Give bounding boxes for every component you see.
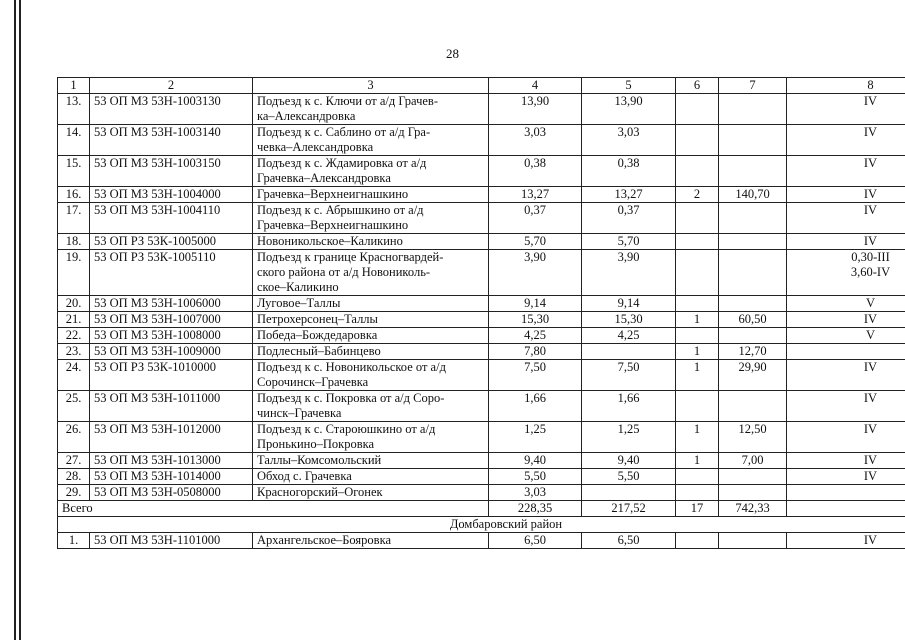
row-number: 23. <box>58 344 90 360</box>
road-name <box>253 234 489 250</box>
length-paved: 13,90 <box>582 94 676 125</box>
bridge-count <box>676 533 719 549</box>
road-name-line: Грачевка–Верхнеигнашкино <box>257 187 409 201</box>
road-name-line: Петрохерсонец–Таллы <box>257 312 378 326</box>
road-id: 53 ОП МЗ 53Н-1013000 <box>90 453 253 469</box>
length-paved: 9,40 <box>582 453 676 469</box>
road-name-line: Подъезд к с. Саблино от а/д Гра- <box>257 125 431 139</box>
row-number: 1. <box>58 533 90 549</box>
road-name <box>253 453 489 469</box>
road-name-line: Грачевка–Александровка <box>257 171 391 185</box>
road-id: 53 ОП МЗ 53Н-1011000 <box>90 391 253 422</box>
district-heading: Домбаровский район <box>58 517 905 533</box>
road-name-line: ка–Александровка <box>257 109 356 123</box>
length-paved <box>582 485 676 501</box>
bridge-length: 12,70 <box>719 344 787 360</box>
road-category <box>787 344 905 360</box>
road-name-line: Сорочинск–Грачевка <box>257 375 369 389</box>
table-row <box>58 94 905 125</box>
length-total: 1,66 <box>489 391 582 422</box>
row-number: 22. <box>58 328 90 344</box>
road-id: 53 ОП МЗ 53Н-1009000 <box>90 344 253 360</box>
bridge-length <box>719 203 787 234</box>
road-name-line: Красногорский–Огонек <box>257 485 383 499</box>
table-row <box>58 533 905 549</box>
road-id: 53 ОП РЗ 53К-1010000 <box>90 360 253 391</box>
bridge-count: 1 <box>676 422 719 453</box>
road-id: 53 ОП МЗ 53Н-1004110 <box>90 203 253 234</box>
road-id: 53 ОП МЗ 53Н-1008000 <box>90 328 253 344</box>
road-category <box>787 156 905 187</box>
road-category-line: IV <box>863 125 878 139</box>
road-category <box>787 125 905 156</box>
bridge-length: 140,70 <box>719 187 787 203</box>
length-paved: 0,37 <box>582 203 676 234</box>
row-number: 21. <box>58 312 90 328</box>
road-name <box>253 250 489 296</box>
road-name-line: Обход с. Грачевка <box>257 469 352 483</box>
road-name <box>253 328 489 344</box>
road-category <box>787 485 905 501</box>
road-name <box>253 125 489 156</box>
row-number: 27. <box>58 453 90 469</box>
table-row <box>58 203 905 234</box>
road-name-line: Луговое–Таллы <box>257 296 341 310</box>
total-paved: 217,52 <box>582 501 676 517</box>
bridge-length <box>719 485 787 501</box>
road-name-line: Архангельское–Бояровка <box>257 533 392 547</box>
bridge-count: 1 <box>676 360 719 391</box>
length-total: 13,90 <box>489 94 582 125</box>
table-row <box>58 453 905 469</box>
road-category <box>787 250 905 296</box>
header-cell: 3 <box>253 78 489 94</box>
road-category <box>787 312 905 328</box>
bridge-length <box>719 391 787 422</box>
length-paved <box>582 344 676 360</box>
row-number: 16. <box>58 187 90 203</box>
road-category <box>787 533 905 549</box>
road-id: 53 ОП МЗ 53Н-1012000 <box>90 422 253 453</box>
road-category-line: IV <box>863 94 878 108</box>
road-name-line: Подлесный–Бабинцево <box>257 344 381 358</box>
table-row <box>58 485 905 501</box>
table-row <box>58 250 905 296</box>
road-name <box>253 360 489 391</box>
road-name-line: Новоникольское–Каликино <box>257 234 403 248</box>
table-row <box>58 360 905 391</box>
header-row <box>58 78 905 94</box>
road-category-line: IV <box>863 533 878 547</box>
road-category <box>787 453 905 469</box>
road-name <box>253 296 489 312</box>
road-name-line: ское–Каликино <box>257 280 339 294</box>
table-row <box>58 296 905 312</box>
road-name <box>253 391 489 422</box>
road-name-line: ского района от а/д Новониколь- <box>257 265 431 279</box>
road-name <box>253 94 489 125</box>
road-name-line: Подъезд к с. Новоникольское от а/д <box>257 360 446 374</box>
length-paved: 9,14 <box>582 296 676 312</box>
row-number: 13. <box>58 94 90 125</box>
length-total: 4,25 <box>489 328 582 344</box>
roads-table <box>57 77 905 549</box>
length-paved: 5,70 <box>582 234 676 250</box>
table-row <box>58 422 905 453</box>
road-id: 53 ОП МЗ 53Н-1007000 <box>90 312 253 328</box>
length-paved: 5,50 <box>582 469 676 485</box>
row-number: 25. <box>58 391 90 422</box>
header-cell: 7 <box>719 78 787 94</box>
road-name-line: Подъезд к с. Ключи от а/д Грачев- <box>257 94 438 108</box>
header-cell: 2 <box>90 78 253 94</box>
road-category-line: 3,60-IV <box>850 265 891 279</box>
road-name <box>253 203 489 234</box>
length-total: 7,80 <box>489 344 582 360</box>
bridge-count: 1 <box>676 453 719 469</box>
total-bridge-length: 742,33 <box>719 501 787 517</box>
road-id: 53 ОП МЗ 53Н-1101000 <box>90 533 253 549</box>
road-category-line: IV <box>863 469 878 483</box>
bridge-length <box>719 94 787 125</box>
road-category-line: IV <box>863 312 878 326</box>
table-row <box>58 187 905 203</box>
road-name-line: Пронькино–Покровка <box>257 437 375 451</box>
bridge-length <box>719 469 787 485</box>
table-row <box>58 469 905 485</box>
length-total: 9,40 <box>489 453 582 469</box>
road-name <box>253 485 489 501</box>
road-category <box>787 360 905 391</box>
road-name <box>253 312 489 328</box>
length-total: 5,50 <box>489 469 582 485</box>
length-total: 1,25 <box>489 422 582 453</box>
bridge-count <box>676 125 719 156</box>
length-total: 6,50 <box>489 533 582 549</box>
table-row <box>58 125 905 156</box>
header-cell: 4 <box>489 78 582 94</box>
road-category <box>787 328 905 344</box>
table-row <box>58 344 905 360</box>
road-name-line: Грачевка–Верхнеигнашкино <box>257 218 409 232</box>
road-name-line: Подъезд к с. Староюшкино от а/д <box>257 422 436 436</box>
table-body <box>58 78 905 549</box>
road-name <box>253 469 489 485</box>
road-name <box>253 422 489 453</box>
road-category-line: V <box>865 328 876 342</box>
header-cell: 1 <box>58 78 90 94</box>
row-number: 18. <box>58 234 90 250</box>
road-category-line: 0,30-III <box>851 250 890 264</box>
row-number: 24. <box>58 360 90 391</box>
length-paved: 7,50 <box>582 360 676 391</box>
row-number: 20. <box>58 296 90 312</box>
bridge-count <box>676 296 719 312</box>
row-number: 26. <box>58 422 90 453</box>
bridge-length: 60,50 <box>719 312 787 328</box>
road-id: 53 ОП МЗ 53Н-1006000 <box>90 296 253 312</box>
bridge-count: 1 <box>676 344 719 360</box>
length-paved: 4,25 <box>582 328 676 344</box>
length-total: 3,03 <box>489 485 582 501</box>
road-category <box>787 203 905 234</box>
length-paved: 6,50 <box>582 533 676 549</box>
length-total: 5,70 <box>489 234 582 250</box>
bridge-count <box>676 250 719 296</box>
road-id: 53 ОП МЗ 53Н-1014000 <box>90 469 253 485</box>
road-name-line: чевка–Александровка <box>257 140 374 154</box>
road-name-line: Подъезд к с. Покровка от а/д Соро- <box>257 391 445 405</box>
bridge-length <box>719 533 787 549</box>
binding-line-left <box>14 0 16 640</box>
total-category <box>787 501 905 517</box>
bridge-count: 1 <box>676 312 719 328</box>
row-number: 14. <box>58 125 90 156</box>
road-category <box>787 422 905 453</box>
row-number: 15. <box>58 156 90 187</box>
table-row <box>58 312 905 328</box>
road-category-line: IV <box>863 187 878 201</box>
road-name <box>253 187 489 203</box>
total-row <box>58 501 905 517</box>
road-id: 53 ОП МЗ 53Н-1003150 <box>90 156 253 187</box>
page-number: 28 <box>446 46 459 61</box>
length-total: 15,30 <box>489 312 582 328</box>
header-cell: 8 <box>787 78 905 94</box>
row-number: 28. <box>58 469 90 485</box>
road-category <box>787 234 905 250</box>
road-category <box>787 469 905 485</box>
bridge-length: 7,00 <box>719 453 787 469</box>
table-row <box>58 391 905 422</box>
bridge-count <box>676 94 719 125</box>
road-name-line: Таллы–Комсомольский <box>257 453 382 467</box>
length-paved: 0,38 <box>582 156 676 187</box>
length-total: 3,90 <box>489 250 582 296</box>
road-name-line: чинск–Грачевка <box>257 406 342 420</box>
length-paved: 15,30 <box>582 312 676 328</box>
road-name <box>253 533 489 549</box>
bridge-length <box>719 156 787 187</box>
road-id: 53 ОП РЗ 53К-1005110 <box>90 250 253 296</box>
road-id: 53 ОП РЗ 53К-1005000 <box>90 234 253 250</box>
length-total: 7,50 <box>489 360 582 391</box>
bridge-length: 12,50 <box>719 422 787 453</box>
bridge-length: 29,90 <box>719 360 787 391</box>
road-category-line: IV <box>863 203 878 217</box>
road-category-line: IV <box>863 234 878 248</box>
bridge-count <box>676 328 719 344</box>
header-cell: 6 <box>676 78 719 94</box>
road-name-line: Победа–Бождедаровка <box>257 328 378 342</box>
road-name <box>253 344 489 360</box>
road-category-line: IV <box>863 453 878 467</box>
road-id: 53 ОП МЗ 53Н-1003140 <box>90 125 253 156</box>
length-paved: 3,90 <box>582 250 676 296</box>
district-row <box>58 517 905 533</box>
total-bridges: 17 <box>676 501 719 517</box>
bridge-count <box>676 391 719 422</box>
road-category-line: IV <box>863 422 878 436</box>
road-category <box>787 391 905 422</box>
row-number: 17. <box>58 203 90 234</box>
road-id: 53 ОП МЗ 53Н-1003130 <box>90 94 253 125</box>
total-label: Всего <box>58 501 489 517</box>
bridge-length <box>719 328 787 344</box>
road-category-line: IV <box>863 391 878 405</box>
length-paved: 3,03 <box>582 125 676 156</box>
bridge-length <box>719 250 787 296</box>
row-number: 29. <box>58 485 90 501</box>
road-category-line: IV <box>863 156 878 170</box>
row-number: 19. <box>58 250 90 296</box>
bridge-count <box>676 203 719 234</box>
road-name-line: Подъезд к с. Ждамировка от а/д <box>257 156 427 170</box>
total-length: 228,35 <box>489 501 582 517</box>
length-paved: 1,25 <box>582 422 676 453</box>
table-row <box>58 234 905 250</box>
bridge-count: 2 <box>676 187 719 203</box>
road-name <box>253 156 489 187</box>
road-name-line: Подъезд к границе Красногвардей- <box>257 250 444 264</box>
road-name-line: Подъезд к с. Абрышкино от а/д <box>257 203 424 217</box>
road-category-line: IV <box>863 360 878 374</box>
bridge-length <box>719 296 787 312</box>
road-category <box>787 296 905 312</box>
road-id: 53 ОП МЗ 53Н-1004000 <box>90 187 253 203</box>
bridge-length <box>719 234 787 250</box>
header-cell: 5 <box>582 78 676 94</box>
road-category <box>787 187 905 203</box>
binding-line-right <box>19 0 21 640</box>
bridge-count <box>676 156 719 187</box>
length-total: 9,14 <box>489 296 582 312</box>
road-id: 53 ОП МЗ 53Н-0508000 <box>90 485 253 501</box>
length-total: 0,37 <box>489 203 582 234</box>
length-total: 0,38 <box>489 156 582 187</box>
bridge-length <box>719 125 787 156</box>
road-category-line: V <box>865 296 876 310</box>
length-paved: 1,66 <box>582 391 676 422</box>
table-row <box>58 328 905 344</box>
length-total: 13,27 <box>489 187 582 203</box>
road-category <box>787 94 905 125</box>
bridge-count <box>676 469 719 485</box>
bridge-count <box>676 234 719 250</box>
bridge-count <box>676 485 719 501</box>
table-row <box>58 156 905 187</box>
length-total: 3,03 <box>489 125 582 156</box>
length-paved: 13,27 <box>582 187 676 203</box>
